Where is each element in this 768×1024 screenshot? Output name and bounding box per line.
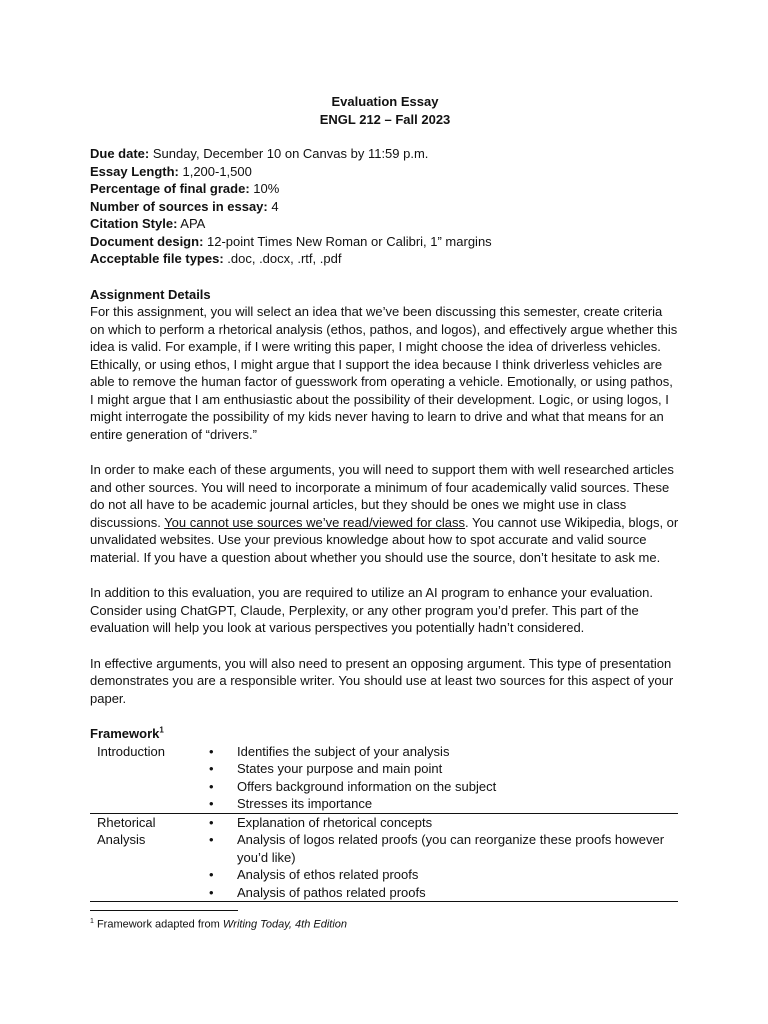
list-item: • States your purpose and main point <box>209 761 443 776</box>
details-paragraph-4: In effective arguments, you will also need to present an opposing argument. This type of presentation demonstrates you are a responsible writer. You should use at least two sources for this aspect of your paper. <box>90 655 674 706</box>
bullet-icon: • <box>209 814 214 830</box>
bullet-icon: • <box>209 778 214 794</box>
list-item: • Analysis of logos related proofs (you can reorganize these proofs however you’d like) <box>209 832 665 865</box>
bullet-icon: • <box>209 867 214 882</box>
footnote-marker: 1 <box>90 918 94 925</box>
list-item: • Analysis of ethos related proofs <box>209 867 419 882</box>
framework-row-label: Introduction <box>90 743 203 814</box>
document-title <box>90 93 680 128</box>
framework-table <box>90 743 678 903</box>
sources-restriction-underlined: You cannot use sources we’ve read/viewed for class <box>164 514 466 530</box>
framework-row-introduction <box>90 743 678 814</box>
bullet-icon: • <box>209 832 214 847</box>
details-paragraph-3: In addition to this evaluation, you are required to utilize an AI program to enhance your evaluation. Consider using ChatGPT, Claude, Perplexity, or any other program you’d prefer. This part of the evaluation will help you look at various perspectives you potentially hadn’t considered. <box>90 585 653 635</box>
meta-sources: Number of sources in essay: 4 <box>90 198 279 214</box>
framework-row-rhetorical-analysis <box>90 813 678 902</box>
details-paragraph-1: For this assignment, you will select an idea that we’ve been discussing this semester, create criteria on which to perform a rhetorical analysis (ethos, pathos, and logos), and effectively argue whether this idea is valid. For example, if I were writing this paper, I might choose the idea of driverless vehicles. Ethically, or using ethos, I might argue that I support the idea because I think driverless vehicles are able to remove the human factor of guesswork from operating a vehicle. Emotionally, or using pathos, I might argue that I am enthusiastic about the possibility of their development. Logic, or using logos, I might interrogate the possibility of my kids never having to learn to drive and what that means for an entire generation of “drivers.” <box>90 304 678 442</box>
assignment-details-heading: Assignment Details <box>90 286 211 302</box>
meta-file-types: Acceptable file types: .doc, .docx, .rtf, .pdf <box>90 251 342 266</box>
document-content <box>90 93 680 902</box>
assignment-meta <box>90 145 680 268</box>
bullet-icon: • <box>209 743 214 759</box>
title-line-2: ENGL 212 – Fall 2023 <box>319 111 451 127</box>
bullet-icon: • <box>209 884 214 900</box>
footnote-divider <box>90 910 238 911</box>
meta-essay-length: Essay Length: 1,200-1,500 <box>90 163 252 179</box>
meta-due-date: Due date: Sunday, December 10 on Canvas by 11:59 p.m. <box>90 146 429 161</box>
framework-row-items <box>203 743 678 814</box>
footnote-reference: 1 <box>159 725 164 735</box>
bullet-icon: • <box>209 796 214 811</box>
meta-percentage: Percentage of final grade: 10% <box>90 181 280 196</box>
footnote: $^1$ Framework adapted from Writing Today, 4th Edition <box>90 918 348 931</box>
framework-heading: Framework$^1$ <box>90 725 164 741</box>
meta-citation-style: Citation Style: APA <box>90 216 206 231</box>
details-paragraph-2: In order to make each of these arguments, you will need to support them with well researched articles and other sources. You will need to incorporate a minimum of four academically valid sources. These do not all have to be academic journal articles, but they should be ones we might use in class discussions. You cannot use sources we’ve read/viewed for class. You cannot use Wikipedia, blogs, or unvalidated websites. Use your previous knowledge about how to spot accurate and valid source material. If you have a question about whether you should use the source, don’t hesitate to ask me. <box>90 462 679 565</box>
list-item: • Stresses its importance <box>209 796 373 811</box>
framework-row-label: Rhetorical Analysis <box>90 813 203 902</box>
meta-document-design: Document design: 12-point Times New Roman or Calibri, 1” margins <box>90 233 492 249</box>
list-item: • Offers background information on the subject <box>209 778 497 794</box>
list-item: • Identifies the subject of your analysis <box>209 743 450 759</box>
list-item: • Explanation of rhetorical concepts <box>209 814 433 830</box>
framework-row-items <box>203 813 678 902</box>
list-item: • Analysis of pathos related proofs <box>209 884 426 900</box>
footnote-source-title: Writing Today, 4th Edition <box>222 918 348 931</box>
title-line-1: Evaluation Essay <box>331 94 439 109</box>
bullet-icon: • <box>209 761 214 776</box>
